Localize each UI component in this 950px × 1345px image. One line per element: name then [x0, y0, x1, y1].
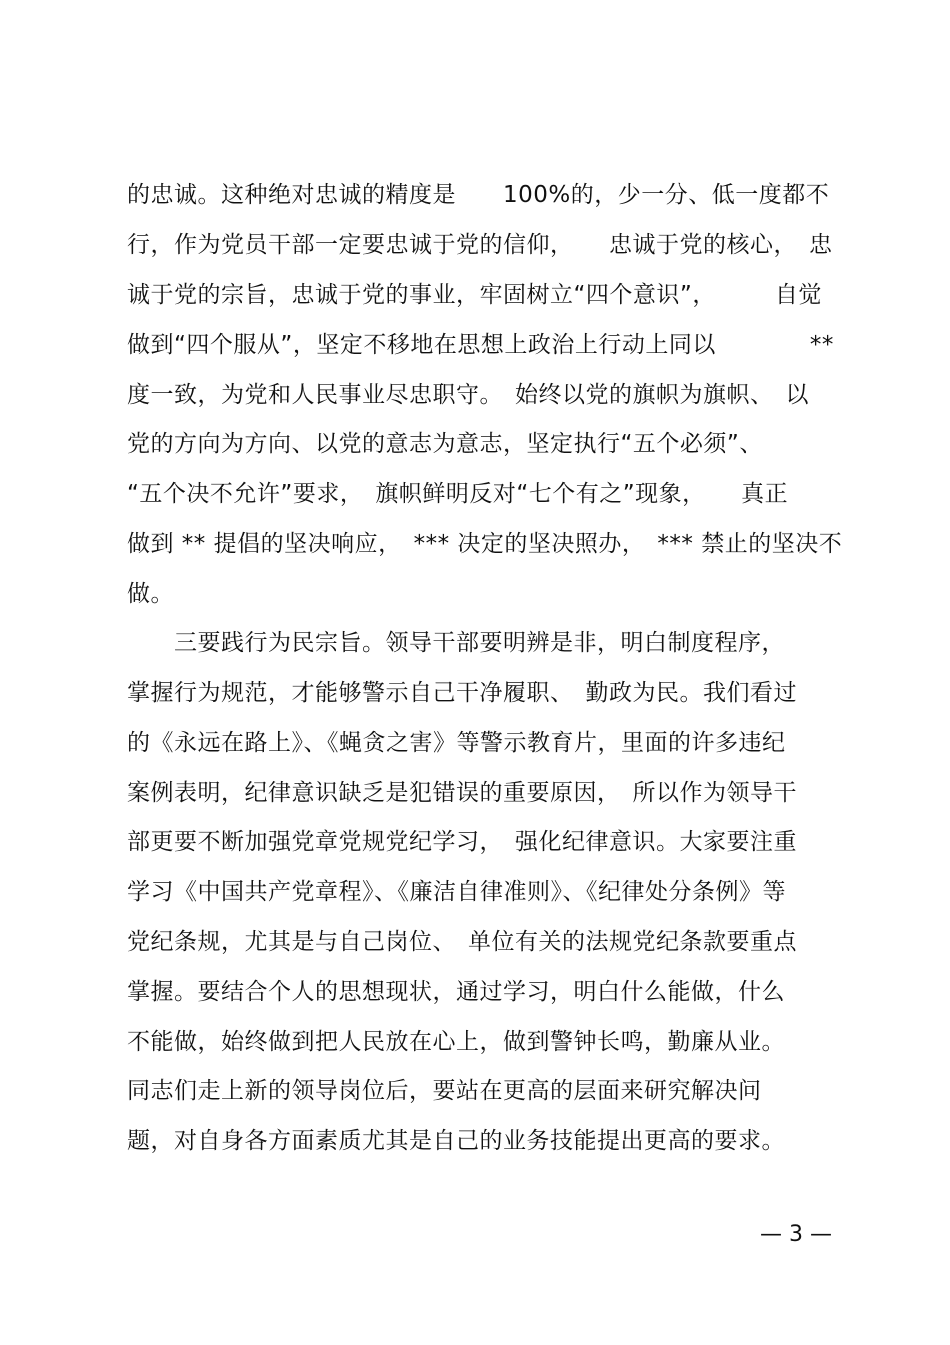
body-line-18: 不能做，始终做到把人民放在心上，做到警钟长鸣，勤廉从业。 [127, 1029, 785, 1055]
body-line-19: 同志们走上新的领导岗位后，要站在更高的层面来研究解决问 [127, 1078, 762, 1104]
body-line-2: 行，作为党员干部一定要忠诚于党的信仰， 忠诚于党的核心， 忠 [127, 232, 833, 258]
body-line-5: 度一致，为党和人民事业尽忠职守。 始终以党的旗帜为旗帜、 以 [127, 382, 809, 408]
body-line-1: 的忠诚。这种绝对忠诚的精度是 100%的，少一分、低一度都不 [127, 182, 830, 208]
body-line-17: 掌握。要结合个人的思想现状，通过学习，明白什么能做，什么 [127, 979, 785, 1005]
body-line-11: 掌握行为规范，才能够警示自己干净履职、 勤政为民。我们看过 [127, 680, 797, 706]
body-line-10: 三要践行为民宗旨。领导干部要明辨是非，明白制度程序， [127, 630, 785, 656]
page-number: — 3 — [760, 1222, 832, 1247]
body-line-7: “五个决不允许”要求， 旗帜鲜明反对“七个有之”现象， 真正 [127, 481, 789, 507]
body-line-15: 学习《中国共产党章程》、《廉洁自律准则》、《纪律处分条例》等 [127, 879, 786, 905]
body-line-14: 部更要不断加强党章党规党纪学习， 强化纪律意识。大家要注重 [127, 829, 797, 855]
body-line-16: 党纪条规，尤其是与自己岗位、 单位有关的法规党纪条款要重点 [127, 929, 797, 955]
body-line-13: 案例表明，纪律意识缺乏是犯错误的重要原因， 所以作为领导干 [127, 780, 797, 806]
body-line-3: 诚于党的宗旨，忠诚于党的事业，牢固树立“四个意识”， 自觉 [127, 282, 822, 308]
body-line-12: 的《永远在路上》、《蝇贪之害》等警示教育片，里面的许多违纪 [127, 730, 786, 756]
body-line-6: 党的方向为方向、以党的意志为意志，坚定执行“五个必须”、 [127, 431, 763, 457]
body-line-9: 做。 [127, 581, 174, 607]
body-line-4: 做到“四个服从”，坚定不移地在思想上政治上行动上同以 ** [127, 332, 834, 358]
body-line-20: 题，对自身各方面素质尤其是自己的业务技能提出更高的要求。 [127, 1128, 785, 1154]
body-line-8: 做到 ** 提倡的坚决响应， *** 决定的坚决照办， *** 禁止的坚决不 [127, 531, 843, 557]
